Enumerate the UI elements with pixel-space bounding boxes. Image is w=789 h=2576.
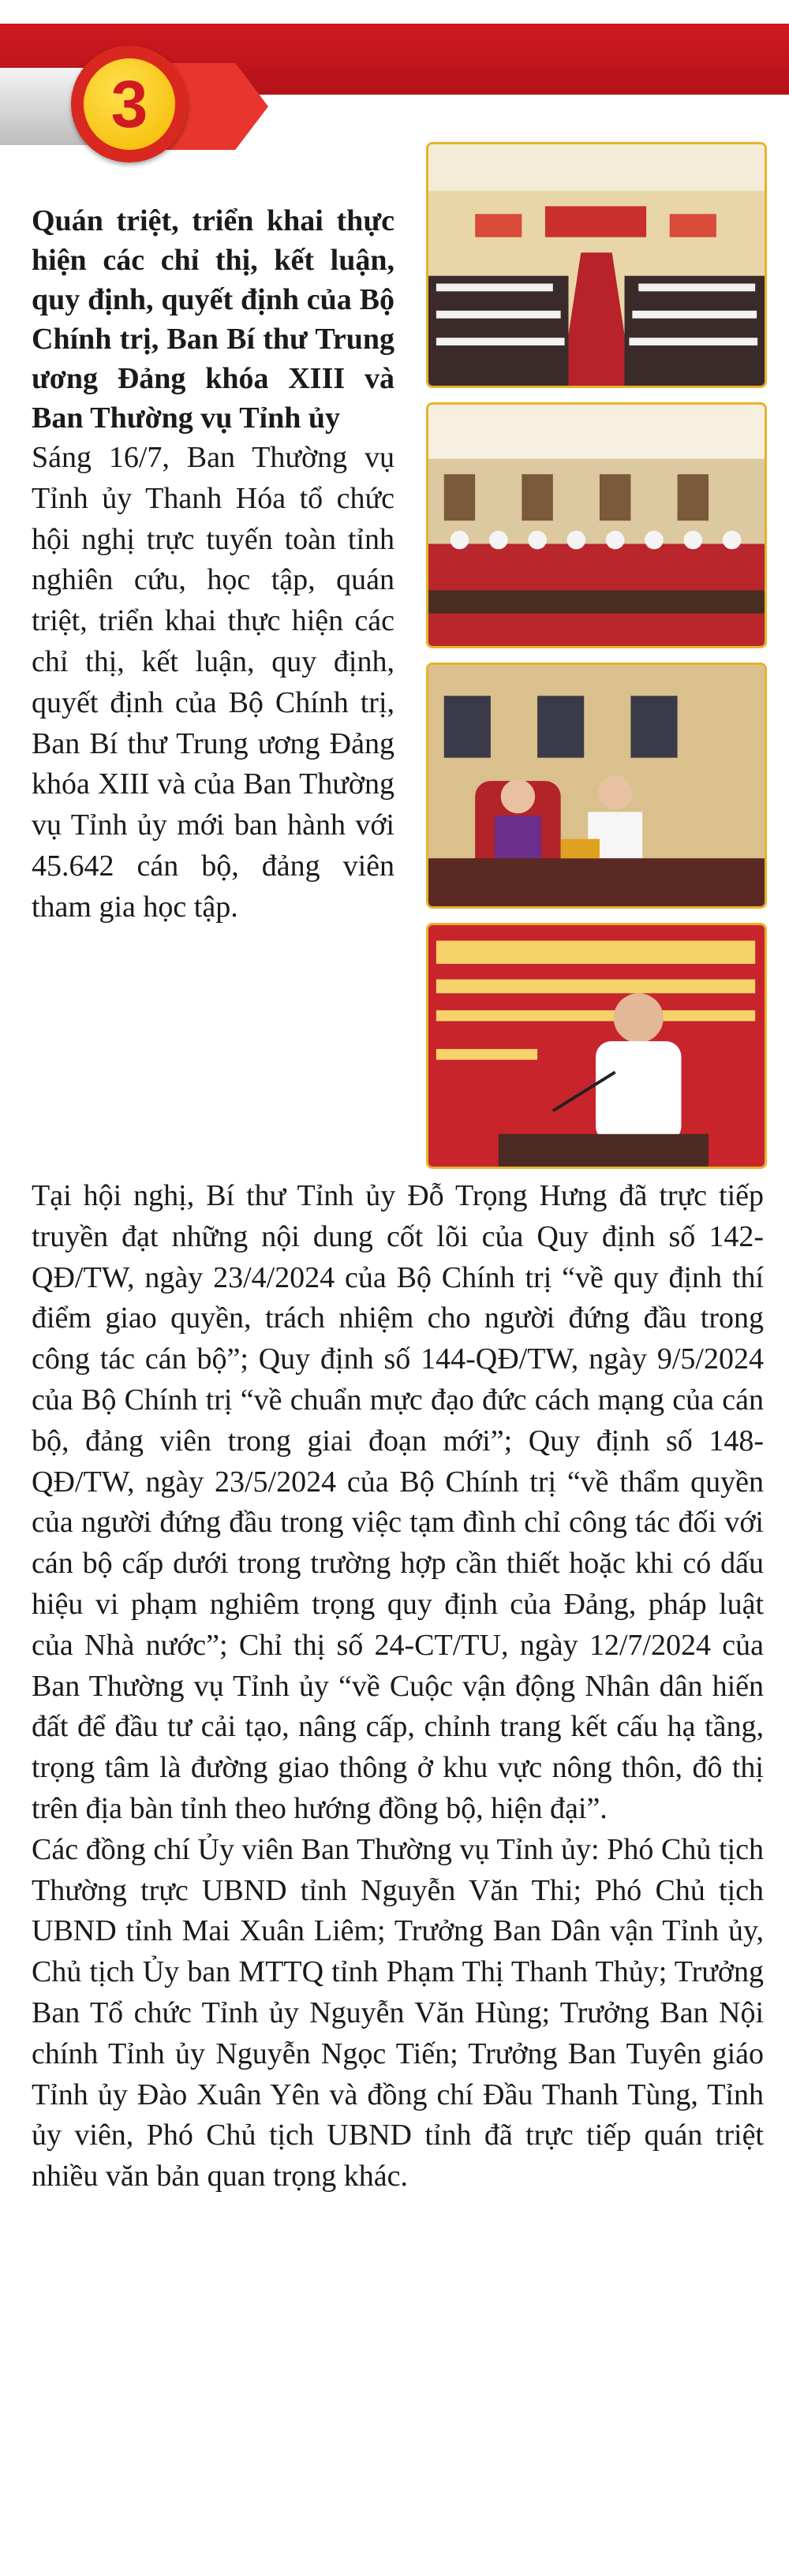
photo-delegates-seated xyxy=(426,402,767,648)
section-heading: Quán triệt, triển khai thực hiện các chỉ thị, kết luận, quy định, quyết định của Bộ Chính trị, Ban Bí thư Trung ương Đảng khóa XIII và Ban Thường vụ Tỉnh ủy xyxy=(32,204,394,435)
photo-conference-hall xyxy=(426,142,767,388)
body-text xyxy=(32,1176,764,2197)
badge-circle xyxy=(71,46,188,162)
body-paragraph-2: Các đồng chí Ủy viên Ban Thường vụ Tỉnh ủy: Phó Chủ tịch Thường trực UBND tỉnh Nguyễn Văn Thi; Phó Chủ tịch UBND tỉnh Mai Xuân Liêm; Trưởng Ban Dân vận Tỉnh ủy, Chủ tịch Ủy ban MTTQ tỉnh Phạm Thị Thanh Thủy; Trưởng Ban Tổ chức Tỉnh ủy Nguyễn Văn Hùng; Trưởng Ban Nội chính Tỉnh ủy Nguyễn Ngọc Tiến; Trưởng Ban Tuyên giáo Tỉnh ủy Đào Xuân Yên và đồng chí Đầu Thanh Tùng, Tỉnh ủy viên, Phó Chủ tịch UBND tỉnh đã trực tiếp quán triệt nhiều văn bản quan trọng khác. xyxy=(32,1832,764,2193)
body-paragraph-1: Tại hội nghị, Bí thư Tỉnh ủy Đỗ Trọng Hưng đã trực tiếp truyền đạt những nội dung cốt lõi của Quy định số 142-QĐ/TW, ngày 23/4/2024 của Bộ Chính trị “về quy định thí điểm giao quyền, trách nhiệm cho người đứng đầu trong công tác cán bộ”; Quy định số 144-QĐ/TW, ngày 9/5/2024 của Bộ Chính trị “về chuẩn mực đạo đức cách mạng của cán bộ, đảng viên trong giai đoạn mới”; Quy định số 148-QĐ/TW, ngày 23/5/2024 của Bộ Chính trị “về thẩm quyền của người đứng đầu trong việc tạm đình chỉ công tác đối với cán bộ cấp dưới trong trường hợp cần thiết hoặc khi có dấu hiệu vi phạm nghiêm trọng quy định của Đảng, pháp luật của Nhà nước”; Chỉ thị số 24-CT/TU, ngày 12/7/2024 của Ban Thường vụ Tỉnh ủy “về Cuộc vận động Nhân dân hiến đất để đầu tư cải tạo, nâng cấp, chỉnh trang kết cấu hạ tầng, trọng tâm là đường giao thông ở khu vực nông thôn, đô thị trên địa bàn tỉnh theo hướng đồng bộ, hiện đại”. xyxy=(32,1179,764,1825)
photo-officials-table xyxy=(426,663,767,909)
intro-paragraph: Sáng 16/7, Ban Thường vụ Tỉnh ủy Thanh Hóa tổ chức hội nghị trực tuyến toàn tỉnh nghiên cứu, học tập, quán triệt, triển khai thực hiện các chỉ thị, kết luận, quy định, quyết định của Bộ Chính trị, Ban Bí thư Trung ương Đảng khóa XIII và của Ban Thường vụ Tỉnh ủy mới ban hành với 45.642 cán bộ, đảng viên tham gia học tập. xyxy=(32,441,394,924)
photo-speaker-podium xyxy=(426,923,767,1169)
section-badge xyxy=(0,32,284,174)
left-text-column xyxy=(32,201,394,928)
section-number: 3 xyxy=(84,58,175,150)
